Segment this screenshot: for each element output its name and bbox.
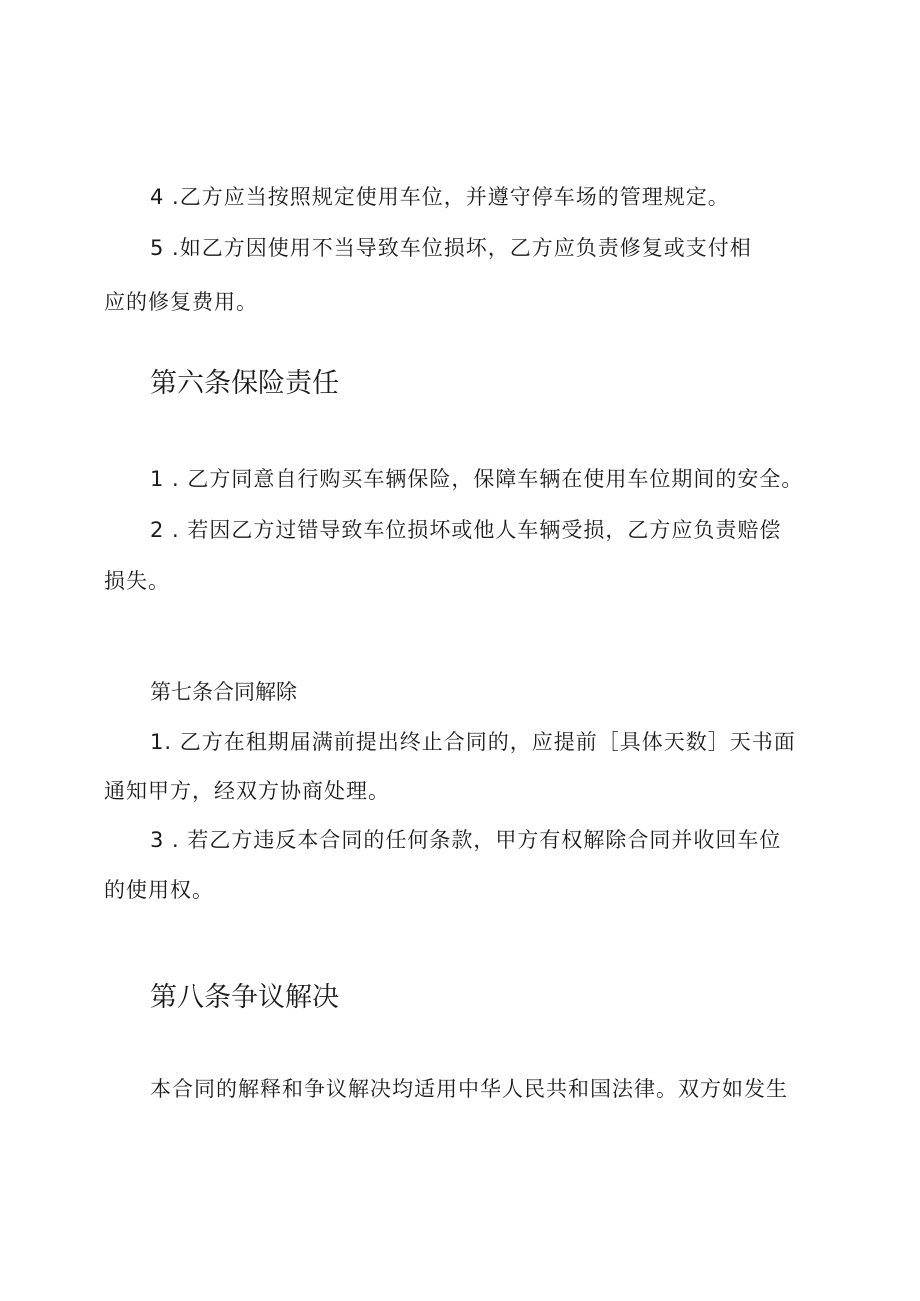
clause-item-5: 5 .如乙方因使用不当导致车位损坏，乙方应负责修复或支付相 [150, 236, 752, 260]
insurance-item-2-continuation: 损失。 [104, 569, 170, 593]
termination-item-1-continuation: 通知甲方，经双方协商处理。 [104, 779, 390, 803]
insurance-item-2: 2 . 若因乙方过错导致车位损坏或他人车辆受损，乙方应负责赔偿 [150, 518, 782, 542]
section-heading-dispute: 第八条争议解决 [150, 982, 339, 1013]
section-heading-termination: 第七条合同解除 [150, 680, 297, 704]
insurance-item-1: 1 . 乙方同意自行购买车辆保险，保障车辆在使用车位期间的安全。 [150, 467, 804, 491]
clause-item-4: 4 .乙方应当按照规定使用车位，并遵守停车场的管理规定。 [150, 185, 730, 209]
section-heading-insurance: 第六条保险责任 [150, 368, 339, 399]
termination-item-3-continuation: 的使用权。 [104, 878, 214, 902]
clause-item-5-continuation: 应的修复费用。 [104, 290, 258, 314]
dispute-paragraph: 本合同的解释和争议解决均适用中华人民共和国法律。双方如发生 [150, 1077, 788, 1101]
termination-item-1: 1. 乙方在租期届满前提出终止合同的，应提前［具体天数］天书面 [150, 730, 796, 754]
termination-item-3: 3 . 若乙方违反本合同的任何条款，甲方有权解除合同并收回车位 [150, 828, 782, 852]
